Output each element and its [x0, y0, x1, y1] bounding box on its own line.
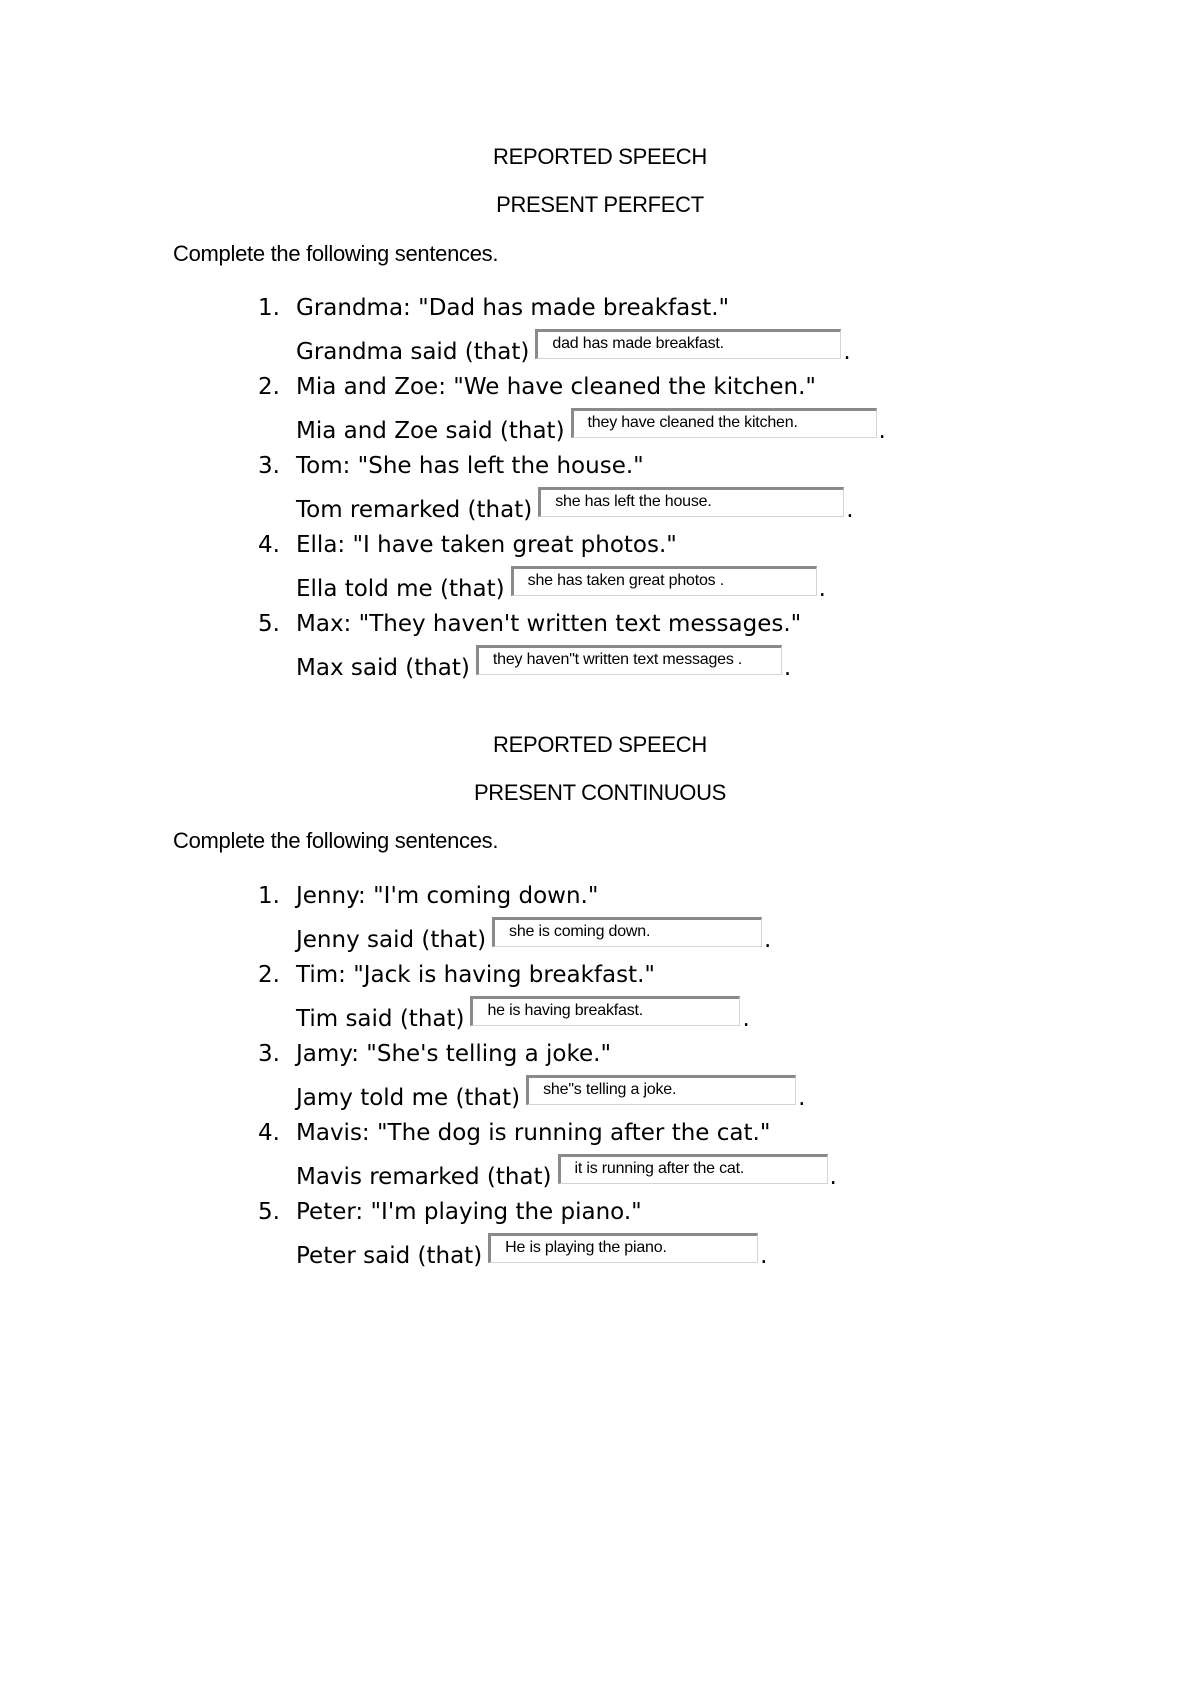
sentence-period: .: [843, 339, 851, 365]
sentence-period: .: [878, 418, 886, 444]
answer-line: [296, 1239, 767, 1269]
sentence-period: .: [798, 1085, 806, 1111]
item-number: 1.: [258, 883, 280, 909]
item-number: 2.: [258, 374, 280, 400]
answer-line: [296, 572, 826, 602]
sentence-period: .: [846, 497, 854, 523]
direct-speech-quote: Ella: "I have taken great photos.": [296, 532, 677, 558]
direct-speech-quote: Mia and Zoe: "We have cleaned the kitchen.": [296, 374, 816, 400]
section-subtitle: PRESENT CONTINUOUS: [473, 780, 727, 805]
reported-lead: Mia and Zoe said (that): [296, 418, 565, 444]
answer-line: [296, 1160, 837, 1190]
answer-field[interactable]: it is running after the cat.: [558, 1154, 828, 1184]
section-subtitle: PRESENT PERFECT: [496, 192, 704, 217]
answer-field[interactable]: they have cleaned the kitchen.: [571, 408, 877, 438]
answer-line: [296, 923, 771, 953]
answer-line: [296, 493, 854, 523]
direct-speech-quote: Max: "They haven't written text messages.": [296, 611, 802, 637]
answer-line: [296, 414, 886, 444]
answer-line: [296, 651, 791, 681]
direct-speech-quote: Jamy: "She's telling a joke.": [296, 1041, 612, 1067]
reported-lead: Max said (that): [296, 655, 470, 681]
reported-lead: Jamy told me (that): [296, 1085, 521, 1111]
item-number: 2.: [258, 962, 280, 988]
sentence-period: .: [783, 655, 792, 681]
direct-speech-quote: Peter: "I'm playing the piano.": [296, 1199, 642, 1225]
sentence-period: .: [764, 927, 772, 953]
item-number: 4.: [258, 532, 280, 558]
item-number: 3.: [258, 1041, 280, 1067]
sentence-period: .: [742, 1006, 750, 1032]
direct-speech-quote: Tom: "She has left the house.": [296, 453, 644, 479]
reported-lead: Grandma said (that): [296, 339, 530, 365]
answer-field[interactable]: she has left the house.: [538, 487, 844, 517]
section-title: REPORTED SPEECH: [493, 732, 707, 757]
answer-field[interactable]: he is having breakfast.: [470, 996, 740, 1026]
answer-field[interactable]: they haven"t written text messages .: [476, 645, 782, 675]
sentence-period: .: [760, 1243, 768, 1269]
item-number: 1.: [258, 295, 280, 321]
section-title: REPORTED SPEECH: [493, 144, 707, 169]
item-number: 5.: [258, 1199, 280, 1225]
reported-lead: Jenny said (that): [296, 927, 487, 953]
instruction-text: Complete the following sentences.: [173, 241, 499, 266]
reported-lead: Ella told me (that): [296, 576, 505, 602]
direct-speech-quote: Tim: "Jack is having breakfast.": [296, 962, 655, 988]
answer-field[interactable]: she"s telling a joke.: [526, 1075, 796, 1105]
direct-speech-quote: Jenny: "I'm coming down.": [296, 883, 599, 909]
answer-field[interactable]: she is coming down.: [492, 917, 762, 947]
reported-lead: Peter said (that): [296, 1243, 483, 1269]
item-number: 5.: [258, 611, 280, 637]
reported-lead: Tom remarked (that): [296, 497, 533, 523]
reported-lead: Tim said (that): [296, 1006, 465, 1032]
answer-line: [296, 1002, 750, 1032]
sentence-period: .: [818, 576, 826, 602]
answer-line: [296, 335, 851, 365]
answer-field[interactable]: dad has made breakfast.: [535, 329, 841, 359]
reported-lead: Mavis remarked (that): [296, 1164, 552, 1190]
direct-speech-quote: Mavis: "The dog is running after the cat.": [296, 1120, 771, 1146]
answer-line: [296, 1081, 805, 1111]
direct-speech-quote: Grandma: "Dad has made breakfast.": [296, 295, 730, 321]
sentence-period: .: [829, 1164, 837, 1190]
item-number: 4.: [258, 1120, 280, 1146]
answer-field[interactable]: He is playing the piano.: [488, 1233, 758, 1263]
answer-field[interactable]: she has taken great photos .: [511, 566, 817, 596]
item-number: 3.: [258, 453, 280, 479]
instruction-text: Complete the following sentences.: [173, 828, 499, 853]
